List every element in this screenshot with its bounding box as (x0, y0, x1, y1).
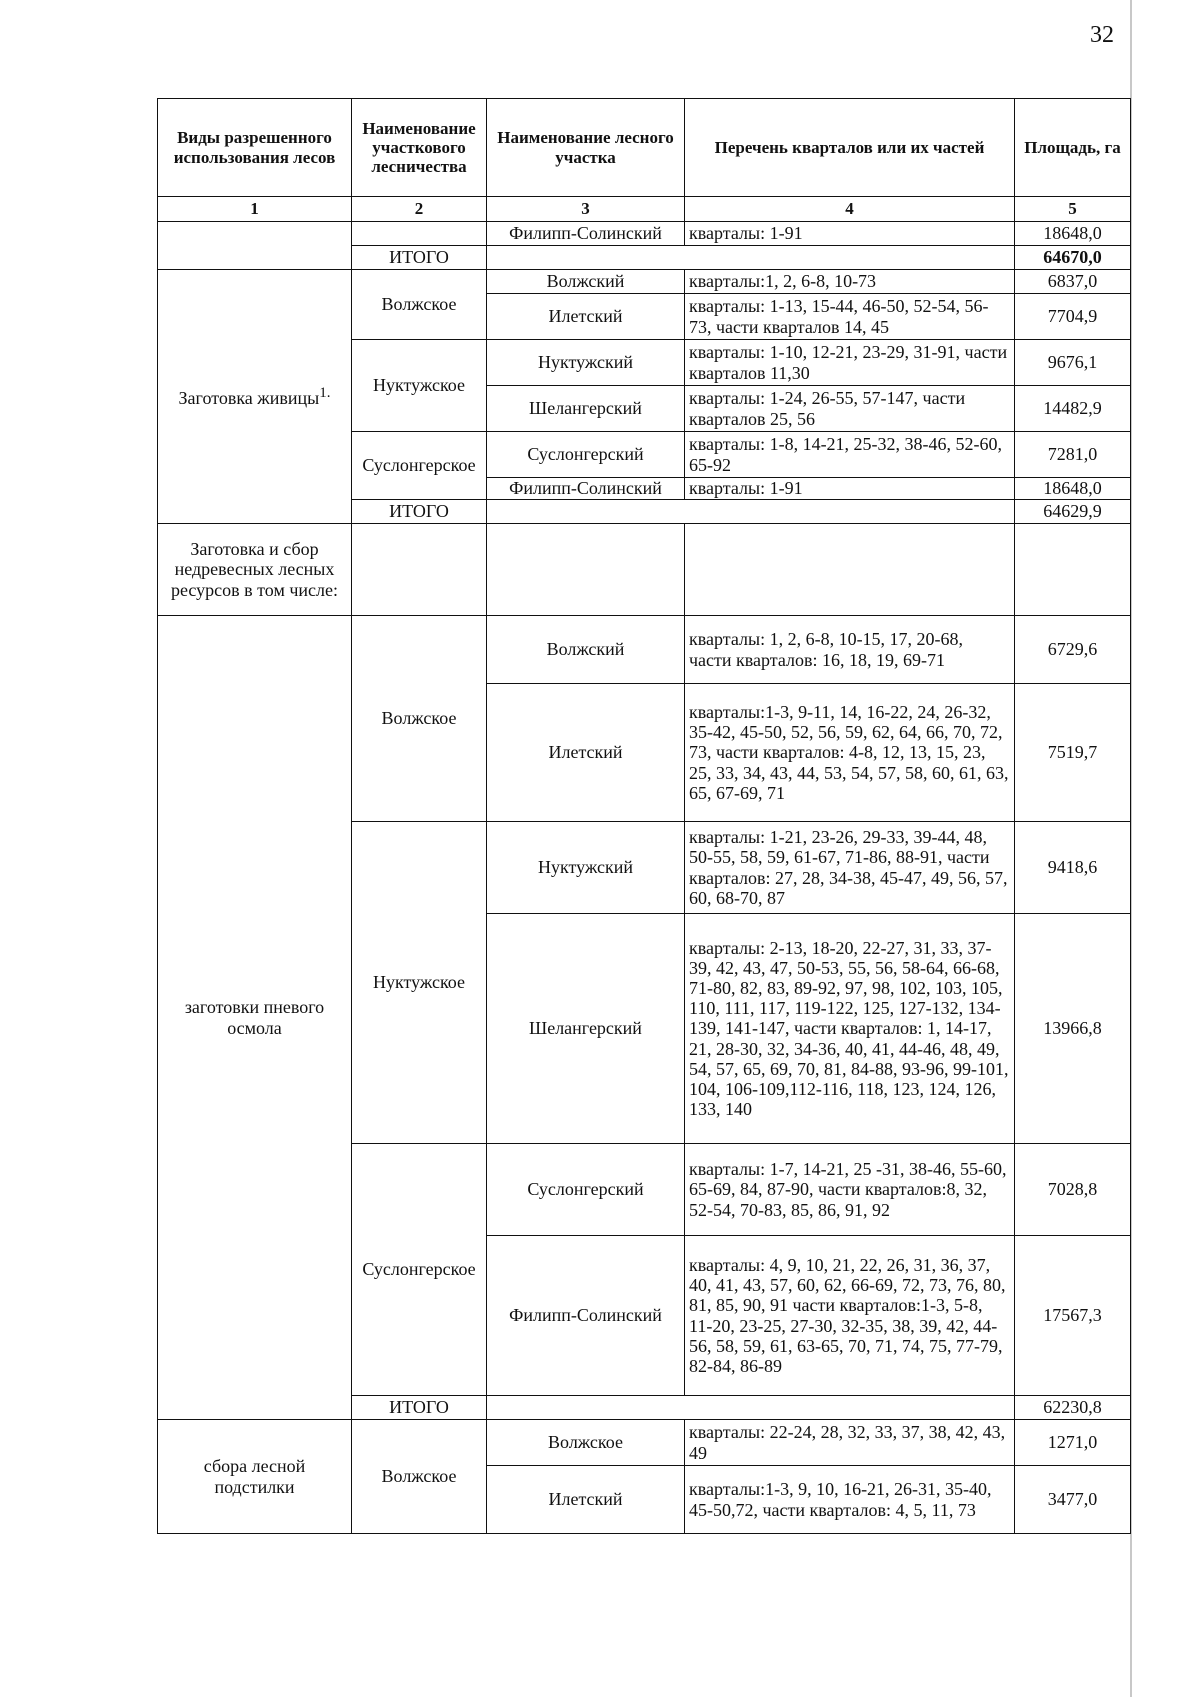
quarters-list: кварталы: 4, 9, 10, 21, 22, 26, 31, 36, 37, 40, 41, 43, 57, 60, 62, 66-69, 72, 73, 76, 80, 81, 85, 90, 91 части кварталов:1-3, 5-8, 11-20, 23-25, 27-30, 32-35, 38, 39, 42, 44-56, 58, 59, 61, 63-65, 70, 71, 74, 75, 77-79, 82-84, 86-89 (685, 1236, 1015, 1396)
empty-cell (158, 222, 352, 270)
forestry-name: Нуктужское (352, 822, 487, 1144)
site-name: Филипп-Солинский (487, 222, 685, 246)
header-area: Площадь, га (1015, 99, 1131, 197)
site-name: Волжский (487, 270, 685, 294)
table-row (158, 524, 1131, 616)
area-value: 18648,0 (1015, 478, 1131, 500)
site-name: Нуктужский (487, 340, 685, 386)
site-name: Суслонгерский (487, 1144, 685, 1236)
site-name: Илетский (487, 294, 685, 340)
header-use-type: Виды разрешенного использования лесов (158, 99, 352, 197)
total-area: 62230,8 (1015, 1396, 1131, 1420)
area-value: 3477,0 (1015, 1466, 1131, 1534)
forestry-name: Волжское (352, 270, 487, 340)
empty-cell (685, 524, 1015, 616)
col-index: 1 (158, 197, 352, 222)
area-value: 7281,0 (1015, 432, 1131, 478)
column-index-row (158, 197, 1131, 222)
quarters-list: кварталы: 1-10, 12-21, 23-29, 31-91, части кварталов 11,30 (685, 340, 1015, 386)
quarters-list: кварталы: 1-7, 14-21, 25 -31, 38-46, 55-60, 65-69, 84, 87-90, части кварталов:8, 32, 52-54, 70-83, 85, 86, 91, 92 (685, 1144, 1015, 1236)
table-row (158, 222, 1131, 246)
quarters-list: кварталы:1, 2, 6-8, 10-73 (685, 270, 1015, 294)
area-value: 13966,8 (1015, 914, 1131, 1144)
table-row (158, 1420, 1131, 1466)
forest-use-table (157, 98, 1131, 1534)
site-name: Волжское (487, 1420, 685, 1466)
col-index: 2 (352, 197, 487, 222)
area-value: 7519,7 (1015, 684, 1131, 822)
quarters-list: кварталы: 1-21, 23-26, 29-33, 39-44, 48, 50-55, 58, 59, 61-67, 71-86, 88-91, части кварталов: 27, 28, 34-38, 45-47, 49, 56, 57, 60, 68-70, 87 (685, 822, 1015, 914)
quarters-list: кварталы:1-3, 9, 10, 16-21, 26-31, 35-40, 45-50,72, части кварталов: 4, 5, 11, 73 (685, 1466, 1015, 1534)
site-name: Волжский (487, 616, 685, 684)
quarters-list: кварталы: 1, 2, 6-8, 10-15, 17, 20-68, части кварталов: 16, 18, 19, 69-71 (685, 616, 1015, 684)
quarters-list: кварталы: 1-24, 26-55, 57-147, части кварталов 25, 56 (685, 386, 1015, 432)
total-label: ИТОГО (352, 500, 487, 524)
use-type-nonwood: Заготовка и сбор недревесных лесных ресурсов в том числе: (158, 524, 352, 616)
header-site: Наименование лесного участка (487, 99, 685, 197)
empty-cell (352, 222, 487, 246)
empty-cell (487, 524, 685, 616)
site-name: Суслонгерский (487, 432, 685, 478)
use-type-resin: Заготовка живицы$^{1.}$ (158, 270, 352, 524)
quarters-list: кварталы: 22-24, 28, 32, 33, 37, 38, 42, 43, 49 (685, 1420, 1015, 1466)
site-name: Илетский (487, 684, 685, 822)
page-number: 32 (1090, 22, 1114, 48)
total-area: 64670,0 (1015, 246, 1131, 270)
forestry-name: Волжское (352, 616, 487, 822)
quarters-list: кварталы: 1-91 (685, 478, 1015, 500)
quarters-list: кварталы: 1-8, 14-21, 25-32, 38-46, 52-60, 65-92 (685, 432, 1015, 478)
site-name: Нуктужский (487, 822, 685, 914)
forestry-name: Суслонгерское (352, 432, 487, 500)
area-value: 14482,9 (1015, 386, 1131, 432)
use-type-stump: заготовки пневого осмола (158, 616, 352, 1420)
area-value: 6837,0 (1015, 270, 1131, 294)
site-name: Филипп-Солинский (487, 478, 685, 500)
area-value: 17567,3 (1015, 1236, 1131, 1396)
area-value: 7028,8 (1015, 1144, 1131, 1236)
empty-cell (352, 524, 487, 616)
empty-cell (1015, 524, 1131, 616)
quarters-list: кварталы: 1-91 (685, 222, 1015, 246)
header-quarters: Перечень кварталов или их частей (685, 99, 1015, 197)
header-forestry: Наименование участкового лесничества (352, 99, 487, 197)
col-index: 4 (685, 197, 1015, 222)
area-value: 9418,6 (1015, 822, 1131, 914)
quarters-list: кварталы: 1-13, 15-44, 46-50, 52-54, 56-73, части кварталов 14, 45 (685, 294, 1015, 340)
forestry-name: Волжское (352, 1420, 487, 1534)
col-index: 5 (1015, 197, 1131, 222)
site-name: Филипп-Солинский (487, 1236, 685, 1396)
quarters-list: кварталы:1-3, 9-11, 14, 16-22, 24, 26-32, 35-42, 45-50, 52, 56, 59, 62, 64, 66, 70, 72, 73, части кварталов: 4-8, 12, 13, 15, 23, 25, 33, 34, 43, 44, 53, 54, 57, 58, 60, 61, 63, 65, 67-69, 71 (685, 684, 1015, 822)
table-row (158, 270, 1131, 294)
site-name: Шелангерский (487, 386, 685, 432)
area-value: 9676,1 (1015, 340, 1131, 386)
site-name: Шелангерский (487, 914, 685, 1144)
site-name: Илетский (487, 1466, 685, 1534)
table-row (158, 616, 1131, 684)
footnote-mark: 1. (319, 384, 331, 401)
total-label: ИТОГО (352, 1396, 487, 1420)
forestry-name: Суслонгерское (352, 1144, 487, 1396)
empty-cell (487, 246, 1015, 270)
area-value: 1271,0 (1015, 1420, 1131, 1466)
header-row (158, 99, 1131, 197)
total-area: 64629,9 (1015, 500, 1131, 524)
area-value: 18648,0 (1015, 222, 1131, 246)
total-label: ИТОГО (352, 246, 487, 270)
empty-cell (487, 500, 1015, 524)
empty-cell (487, 1396, 1015, 1420)
use-type-litter: сбора лесной подстилки (158, 1420, 352, 1534)
area-value: 7704,9 (1015, 294, 1131, 340)
forestry-name: Нуктужское (352, 340, 487, 432)
quarters-list: кварталы: 2-13, 18-20, 22-27, 31, 33, 37-39, 42, 43, 47, 50-53, 55, 56, 58-64, 66-68, 71-80, 82, 83, 89-92, 97, 98, 102, 103, 105, 110, 111, 117, 119-122, 125, 127-132, 134-139, 141-147, части кварталов: 1, 14-17, 21, 28-30, 32, 34-36, 40, 41, 44-46, 48, 49, 54, 57, 65, 69, 70, 81, 84-88, 93-96, 99-101, 104, 106-109,112-116, 118, 123, 124, 126, 133, 140 (685, 914, 1015, 1144)
col-index: 3 (487, 197, 685, 222)
area-value: 6729,6 (1015, 616, 1131, 684)
